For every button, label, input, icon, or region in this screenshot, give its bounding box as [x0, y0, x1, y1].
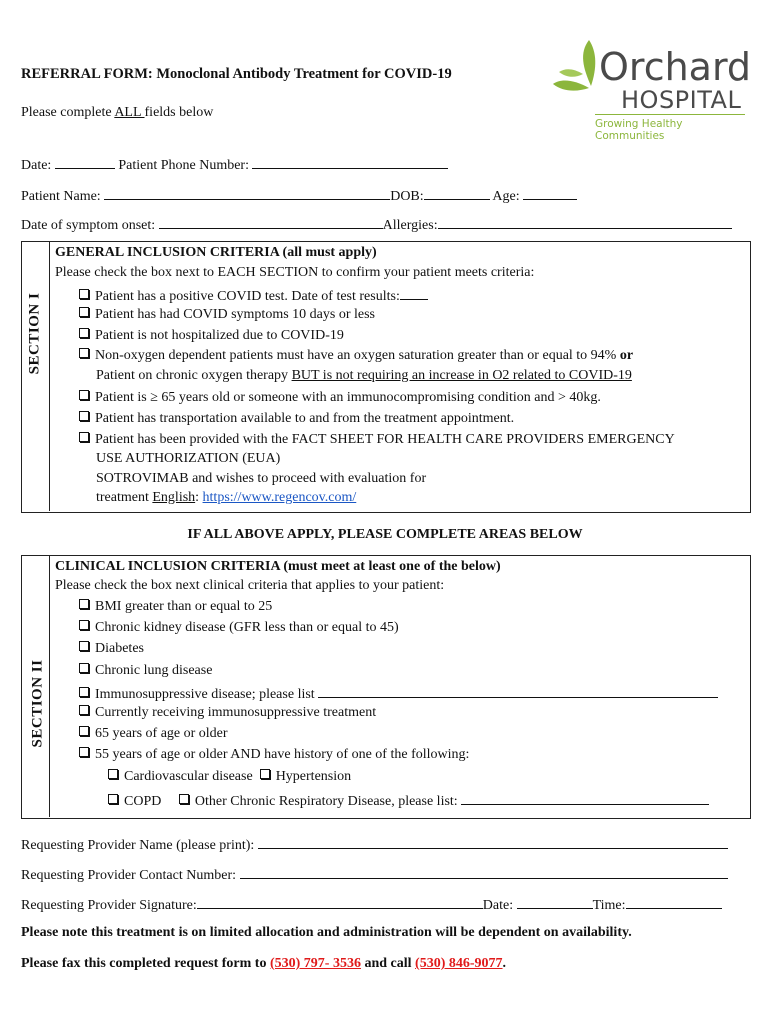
clinical-item — [79, 726, 228, 742]
section-1-instruction: Please check the box next to EACH SECTION to confirm your patient meets criteria: — [55, 265, 535, 280]
section-2-heading: CLINICAL INCLUSION CRITERIA (must meet at least one of the below) — [55, 559, 501, 574]
mid-heading: IF ALL ABOVE APPLY, PLEASE COMPLETE AREAS BELOW — [187, 527, 583, 542]
checkbox[interactable] — [79, 641, 89, 651]
clinical-item — [79, 599, 272, 615]
criteria-text: Patient has been provided with the FACT SHEET FOR HEALTH CARE PROVIDERS EMERGENCY — [95, 432, 675, 447]
sub-item — [108, 769, 351, 785]
clinical-item — [79, 641, 144, 657]
allergies-label: Allergies: — [382, 218, 438, 233]
checkbox[interactable] — [79, 705, 89, 715]
criteria-item — [79, 307, 375, 323]
criteria-item — [79, 390, 601, 406]
checkbox[interactable] — [260, 769, 270, 779]
checkbox[interactable] — [79, 599, 89, 609]
criteria-item — [79, 348, 633, 364]
provider-signature-row — [21, 895, 722, 914]
criteria-continuation: SOTROVIMAB and wishes to proceed with evaluation for — [96, 471, 427, 486]
hospital-logo — [553, 38, 753, 142]
checkbox[interactable] — [79, 411, 89, 421]
criteria-continuation: USE AUTHORIZATION (EUA) — [96, 451, 281, 466]
checkbox[interactable] — [79, 726, 89, 736]
date-phone-row — [21, 155, 448, 174]
checkbox[interactable] — [108, 769, 118, 779]
logo-tagline: Growing Healthy Communities — [595, 118, 683, 142]
provider-contact-row — [21, 865, 728, 884]
criteria-text: Patient is not hospitalized due to COVID-19 — [95, 328, 344, 343]
clinical-item — [79, 747, 469, 763]
section-1-heading: GENERAL INCLUSION CRITERIA (all must apply) — [55, 245, 377, 260]
clinical-text: Chronic kidney disease (GFR less than or equal to 45) — [95, 620, 399, 635]
provider-contact-field[interactable] — [240, 865, 728, 879]
fax-instruction — [21, 956, 506, 972]
dob-label: DOB: — [390, 189, 424, 204]
time-field[interactable] — [626, 895, 722, 909]
onset-label: Date of symptom onset: — [21, 218, 156, 233]
onset-field[interactable] — [159, 215, 383, 229]
checkbox[interactable] — [79, 687, 89, 697]
checkbox[interactable] — [79, 289, 89, 299]
fax-text: . — [502, 956, 507, 971]
call-number[interactable]: (530) 846-9077 — [415, 956, 503, 971]
phone-field[interactable] — [252, 155, 448, 169]
provider-contact-label: Requesting Provider Contact Number: — [21, 868, 237, 883]
criteria-text: : — [195, 490, 203, 505]
fact-sheet-link[interactable]: https://www.regencov.com/ — [202, 490, 357, 505]
section-1-divider — [49, 241, 50, 511]
section-1-label: SECTION I — [26, 292, 43, 375]
section-2-label: SECTION II — [29, 659, 46, 748]
page-title: REFERRAL FORM: Monoclonal Antibody Treatment for COVID-19 — [21, 66, 452, 82]
instruction-end: fields below — [144, 105, 214, 120]
criteria-text: treatment — [96, 490, 153, 505]
onset-allergies-row — [21, 215, 732, 234]
allocation-note: Please note this treatment is on limited allocation and administration will be dependent on availability. — [21, 925, 632, 940]
sub-item — [108, 791, 709, 810]
date-field[interactable] — [55, 155, 115, 169]
patient-name-field[interactable] — [104, 186, 390, 200]
respiratory-list-field[interactable] — [461, 791, 709, 805]
checkbox[interactable] — [79, 663, 89, 673]
checkbox[interactable] — [108, 794, 118, 804]
logo-name-bottom: HOSPITAL — [621, 86, 742, 114]
clinical-text: Diabetes — [95, 641, 144, 656]
criteria-underlined: BUT is not requiring an increase in O2 related to COVID-19 — [291, 368, 632, 383]
signature-label: Requesting Provider Signature: — [21, 898, 197, 913]
checkbox[interactable] — [79, 307, 89, 317]
age-label: Age: — [492, 189, 520, 204]
fax-text: and call — [360, 956, 416, 971]
language-link[interactable]: English — [152, 490, 196, 505]
clinical-item — [79, 620, 399, 636]
clinical-text: Currently receiving immunosuppressive treatment — [95, 705, 377, 720]
clinical-text: 65 years of age or older — [95, 726, 228, 741]
criteria-or: or — [619, 348, 634, 363]
patient-name-label: Patient Name: — [21, 189, 101, 204]
instruction-text: Please complete — [21, 105, 115, 120]
clinical-text: 55 years of age or older AND have history of one of the following: — [95, 747, 470, 762]
checkbox[interactable] — [79, 432, 89, 442]
criteria-text: Patient has had COVID symptoms 10 days or less — [95, 307, 375, 322]
fax-number[interactable]: (530) 797- 3536 — [269, 956, 361, 971]
clinical-item — [79, 663, 212, 679]
criteria-text: Patient has a positive COVID test. Date of test results: — [95, 289, 400, 304]
criteria-continuation — [96, 368, 632, 384]
provider-date-field[interactable] — [517, 895, 593, 909]
criteria-text: Patient is ≥ 65 years old or someone with an immunocompromising condition and > 40kg. — [95, 390, 601, 405]
logo-divider — [595, 114, 745, 115]
logo-name-top: Orchard — [599, 45, 752, 89]
name-dob-row — [21, 186, 577, 205]
instruction-all: ALL — [114, 105, 145, 120]
form-instruction — [21, 105, 213, 121]
criteria-text: Patient on chronic oxygen therapy — [96, 368, 292, 383]
sub-item-text: Cardiovascular disease — [124, 769, 253, 784]
clinical-item — [79, 705, 376, 721]
checkbox[interactable] — [79, 620, 89, 630]
criteria-item — [79, 432, 675, 448]
checkbox[interactable] — [79, 390, 89, 400]
section-2-instruction: Please check the box next clinical criteria that applies to your patient: — [55, 578, 445, 593]
criteria-item — [79, 286, 428, 305]
criteria-text: Patient has transportation available to and from the treatment appointment. — [95, 411, 515, 426]
criteria-item — [79, 328, 344, 344]
signature-field[interactable] — [197, 895, 483, 909]
time-label: Time: — [592, 898, 626, 913]
test-date-field[interactable] — [400, 286, 428, 300]
provider-date-label: Date: — [482, 898, 514, 913]
dob-field[interactable] — [424, 186, 490, 200]
criteria-continuation — [96, 490, 356, 506]
provider-name-label: Requesting Provider Name (please print): — [21, 838, 255, 853]
provider-name-row — [21, 835, 728, 854]
age-field[interactable] — [523, 186, 577, 200]
checkbox[interactable] — [179, 794, 189, 804]
date-label: Date: — [21, 158, 52, 173]
sub-item-text: Other Chronic Respiratory Disease, please list: — [194, 794, 458, 809]
checkbox[interactable] — [79, 328, 89, 338]
fax-text: Please fax this completed request form to — [21, 956, 270, 971]
clinical-text: Chronic lung disease — [95, 663, 213, 678]
criteria-text: Non-oxygen dependent patients must have an oxygen saturation greater than or equal to 94% — [95, 348, 617, 363]
clinical-text: Immunosuppressive disease; please list — [95, 687, 315, 702]
phone-label: Patient Phone Number: — [118, 158, 249, 173]
checkbox[interactable] — [79, 747, 89, 757]
provider-name-field[interactable] — [258, 835, 728, 849]
immunosuppressive-list-field[interactable] — [318, 684, 718, 698]
clinical-text: BMI greater than or equal to 25 — [95, 599, 273, 614]
sub-item-text: COPD — [124, 794, 162, 809]
checkbox[interactable] — [79, 348, 89, 358]
allergies-field[interactable] — [438, 215, 732, 229]
section-2-divider — [49, 555, 50, 817]
criteria-item — [79, 411, 514, 427]
clinical-item — [79, 684, 718, 703]
sub-item-text: Hypertension — [275, 769, 352, 784]
